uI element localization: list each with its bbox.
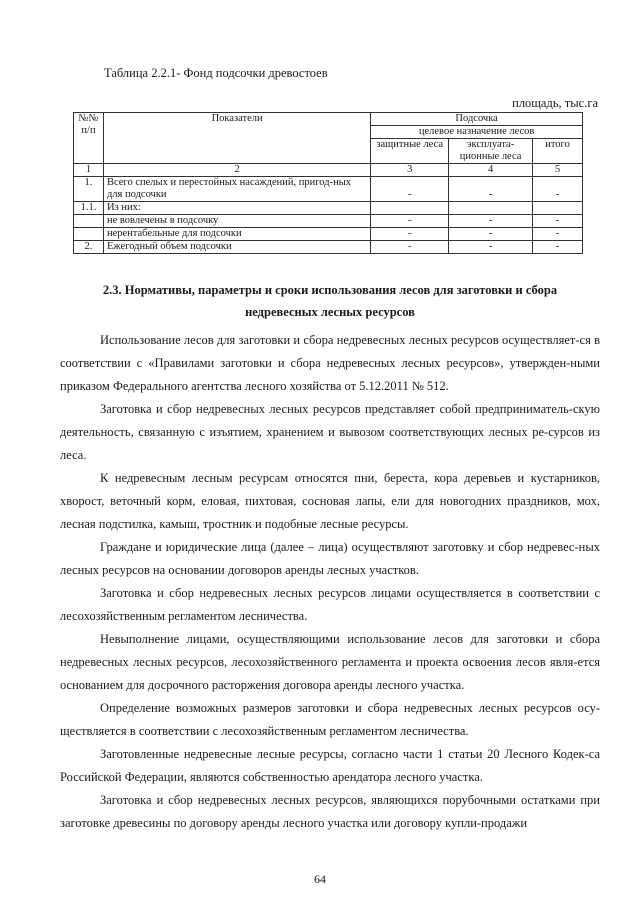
row-number: 1.1. [74,202,104,215]
row-label: Из них: [103,202,370,215]
body-paragraph: Невыполнение лицами, осуществляющими использование лесов для заготовки и сбора недревесных лесных ресурсов, лесохозяйственного регламента и проекта освоения лесов явля-ется основанием для досрочного расторжения договора аренды лесного участка. [60,632,600,692]
table-row [74,241,583,254]
cell-exploitation [449,202,533,215]
row-label: нерентабельные для подсочки [103,228,370,241]
cell-total: - [533,228,583,241]
body-paragraph: К недревесным лесным ресурсам относятся пни, береста, кора деревьев и кустарников, хворост, веточный корм, еловая, пихтовая, сосновая лапы, ели для новогодних праздников, мох, лесная подстилка, камыш, тростник и подобные лесные ресурсы. [60,471,600,531]
body-paragraph: Определение возможных размеров заготовки и сбора недревесных лесных ресурсов осу-ществляется в соответствии с лесохозяйственным регламентом лесничества. [60,701,600,738]
body-paragraph: Заготовка и сбор недревесных лесных ресурсов лицами осуществляется в соответствии с лесохозяйственным регламентом лесничества. [60,586,600,623]
column-number-row [74,164,583,177]
column-number: 4 [449,164,533,177]
body-paragraph: Заготовка и сбор недревесных лесных ресурсов, являющихся порубочными остатками при заготовке древесины по договору аренды лесного участка или договору купли-продажи [60,793,600,830]
cell-protective [371,202,449,215]
header-protective-forests: защитные леса [371,139,449,164]
header-exploitation-forests: эксплуата-ционные леса [449,139,533,164]
page-number: 64 [314,872,326,886]
cell-exploitation: - [449,215,533,228]
header-number: №№ п/п [74,113,104,164]
row-label: не вовлечены в подсочку [103,215,370,228]
header-tapping: Подсочка [371,113,583,126]
header-forest-purpose: целевое назначение лесов [371,126,583,139]
row-number: 1. [74,177,104,202]
table-header-row [74,113,583,126]
tapping-fund-table [73,112,583,254]
table-caption: Таблица 2.2.1- Фонд подсочки древостоев [104,66,328,80]
section-heading: 2.3. Нормативы, параметры и сроки использования лесов для заготовки и сбора [102,283,558,297]
cell-protective: - [371,177,449,202]
header-total: итого [533,139,583,164]
column-number: 2 [103,164,370,177]
header-indicators: Показатели [103,113,370,164]
cell-protective: - [371,215,449,228]
cell-exploitation: - [449,241,533,254]
table-row [74,215,583,228]
table-row [74,228,583,241]
column-number: 5 [533,164,583,177]
cell-exploitation: - [449,228,533,241]
body-paragraph: Заготовка и сбор недревесных лесных ресурсов представляет собой предприниматель-скую деятельность, связанную с изъятием, хранением и вывозом соответствующих лесных ре-сурсов из леса. [60,402,600,462]
row-number: 2. [74,241,104,254]
table-row [74,202,583,215]
column-number: 1 [74,164,104,177]
column-number: 3 [371,164,449,177]
table-unit-label: площадь, тыс.га [512,96,598,110]
cell-total: - [533,241,583,254]
row-number [74,228,104,241]
row-number [74,215,104,228]
cell-total [533,202,583,215]
row-label: Всего спелых и перестойных насаждений, пригод-ных для подсочки [103,177,370,202]
cell-total: - [533,215,583,228]
table-row [74,177,583,202]
body-paragraph: Заготовленные недревесные лесные ресурсы, согласно части 1 статьи 20 Лесного Кодек-са Российской Федерации, являются собственностью арендатора лесного участка. [60,747,600,784]
cell-exploitation: - [449,177,533,202]
body-paragraph: Использование лесов для заготовки и сбора недревесных лесных ресурсов осуществляет-ся в соответствии с «Правилами заготовки и сбора недревесных лесных ресурсов», утвержден-ными приказом Федерального агентства лесного хозяйства от 5.12.2011 № 512. [60,333,600,393]
body-paragraph: Граждане и юридические лица (далее – лица) осуществляют заготовку и сбор недревес-ных лесных ресурсов на основании договоров аренды лесных участков. [60,540,600,577]
cell-total: - [533,177,583,202]
section-heading-continued: недревесных лесных ресурсов [245,305,415,319]
row-label: Ежегодный объем подсочки [103,241,370,254]
cell-protective: - [371,228,449,241]
cell-protective: - [371,241,449,254]
